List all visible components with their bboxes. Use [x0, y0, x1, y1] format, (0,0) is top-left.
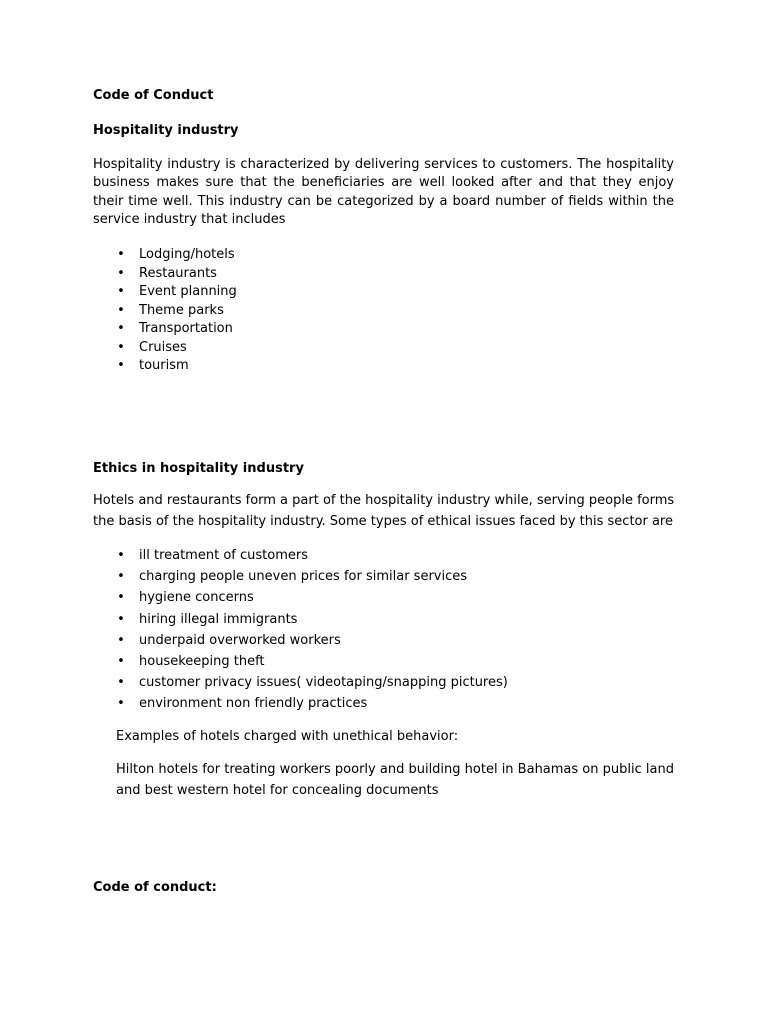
list-item-text: housekeeping theft — [139, 653, 265, 669]
list-item — [0, 693, 508, 714]
bullet-icon: • — [117, 632, 125, 648]
list-item — [0, 339, 237, 358]
list-item-text: charging people uneven prices for similar services — [139, 569, 468, 585]
list-item-text: Event planning — [139, 284, 237, 299]
examples-text: Hilton hotels for treating workers poorly and building hotel in Bahamas on public land and best western hotel for concealing documents — [116, 762, 674, 798]
list-item-text: Cruises — [139, 339, 187, 355]
list-item-text: tourism — [139, 358, 189, 373]
list-item-text: hiring illegal immigrants — [139, 611, 298, 627]
bullet-icon: • — [117, 247, 125, 262]
list-item — [0, 651, 508, 672]
bullet-icon: • — [117, 590, 125, 606]
bullet-icon: • — [117, 548, 125, 563]
section-heading-code-of-conduct: Code of conduct: — [93, 880, 217, 895]
ethical-issues-list — [0, 545, 508, 715]
bullet-icon: • — [117, 696, 125, 712]
hospitality-fields-list — [0, 246, 237, 376]
list-item — [0, 672, 508, 693]
bullet-icon: • — [117, 675, 125, 691]
examples-heading: Examples of hotels charged with unethical behavior: — [116, 729, 459, 744]
list-item — [0, 357, 237, 376]
list-item — [0, 566, 508, 587]
list-item — [0, 630, 508, 651]
list-item-text: environment non friendly practices — [139, 696, 368, 712]
list-item — [0, 545, 508, 566]
list-item-text: customer privacy issues( videotaping/snapping pictures) — [139, 675, 508, 691]
list-item — [0, 246, 237, 265]
bullet-icon: • — [117, 284, 125, 299]
section-heading-ethics: Ethics in hospitality industry — [93, 461, 304, 476]
section-heading-hospitality: Hospitality industry — [93, 123, 239, 138]
bullet-icon: • — [117, 339, 125, 355]
bullet-icon: • — [117, 302, 125, 318]
bullet-icon: • — [117, 653, 125, 669]
list-item-text: underpaid overworked workers — [139, 632, 341, 648]
list-item — [0, 283, 237, 302]
list-item — [0, 609, 508, 630]
bullet-icon: • — [117, 611, 125, 627]
list-item — [0, 302, 237, 321]
ethics-paragraph: Hotels and restaurants form a part of the hospitality industry while, serving people forms the basis of the hospitality industry. Some types of ethical issues faced by this sector are — [93, 493, 675, 529]
list-item-text: hygiene concerns — [139, 590, 254, 606]
list-item — [0, 265, 237, 284]
list-item-text: Restaurants — [139, 265, 217, 281]
list-item-text: Lodging/hotels — [139, 247, 235, 262]
hospitality-paragraph: Hospitality industry is characterized by delivering services to customers. The hospitality business makes sure that the beneficiaries are well looked after and that they enjoy their time well. This industry can be categorized by a board number of fields within the service industry that includes — [93, 157, 674, 227]
list-item — [0, 587, 508, 608]
bullet-icon: • — [117, 569, 125, 585]
bullet-icon: • — [117, 358, 125, 373]
list-item — [0, 320, 237, 339]
list-item-text: ill treatment of customers — [139, 548, 308, 563]
list-item-text: Transportation — [139, 321, 233, 336]
bullet-icon: • — [117, 265, 125, 281]
list-item-text: Theme parks — [139, 302, 224, 318]
bullet-icon: • — [117, 321, 125, 336]
document-title: Code of Conduct — [93, 88, 214, 103]
